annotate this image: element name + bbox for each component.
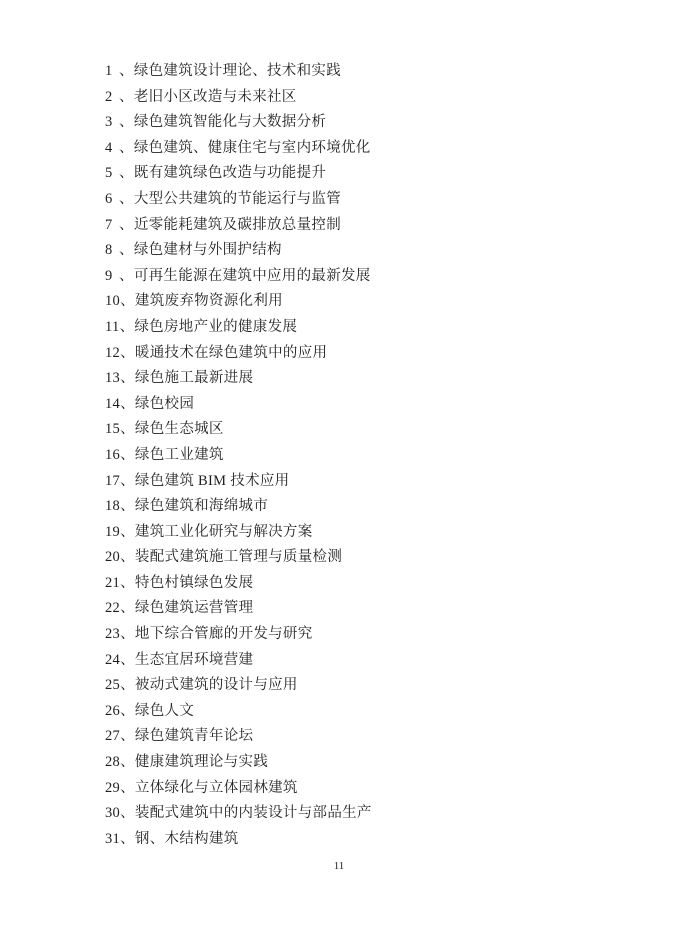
item-separator: 、 bbox=[120, 344, 135, 361]
item-separator: 、 bbox=[120, 600, 135, 617]
list-item bbox=[105, 801, 372, 827]
item-separator: 、 bbox=[119, 114, 134, 131]
item-number: 15 bbox=[105, 421, 121, 438]
list-item bbox=[105, 238, 372, 264]
item-text: 装配式建筑施工管理与质量检测 bbox=[134, 549, 343, 566]
list-item bbox=[105, 776, 372, 802]
item-number: 13 bbox=[105, 370, 121, 387]
item-text: 既有建筑绿色改造与功能提升 bbox=[133, 165, 327, 182]
item-text: 绿色建筑 BIM 技术应用 bbox=[134, 472, 290, 489]
item-text: 绿色工业建筑 bbox=[134, 446, 224, 463]
item-text: 立体绿化与立体园林建筑 bbox=[134, 779, 298, 796]
item-number: 16 bbox=[105, 446, 121, 463]
list-item bbox=[105, 724, 372, 750]
item-separator: 、 bbox=[120, 830, 135, 847]
list-item bbox=[105, 187, 372, 213]
list-item bbox=[105, 392, 372, 418]
item-number: 23 bbox=[105, 626, 121, 643]
item-separator: 、 bbox=[120, 805, 135, 822]
item-number: 25 bbox=[105, 677, 121, 694]
item-text: 暖通技术在绿色建筑中的应用 bbox=[134, 344, 328, 361]
item-number: 11 bbox=[105, 318, 120, 335]
item-number: 2 bbox=[105, 88, 113, 105]
list-item bbox=[105, 110, 372, 136]
item-number: 14 bbox=[105, 395, 121, 412]
item-separator: 、 bbox=[119, 165, 134, 182]
item-separator: 、 bbox=[120, 702, 135, 719]
list-item bbox=[105, 136, 372, 162]
list-item bbox=[105, 571, 372, 597]
item-separator: 、 bbox=[120, 779, 135, 796]
item-separator: 、 bbox=[120, 498, 135, 515]
item-text: 绿色建筑和海绵城市 bbox=[134, 498, 269, 515]
item-number: 29 bbox=[105, 779, 121, 796]
item-text: 绿色房地产业的健康发展 bbox=[134, 318, 298, 335]
item-text: 建筑工业化研究与解决方案 bbox=[134, 523, 313, 540]
item-number: 3 bbox=[105, 114, 113, 131]
item-separator: 、 bbox=[120, 677, 135, 694]
list-item bbox=[105, 264, 372, 290]
list-item bbox=[105, 417, 372, 443]
list-item bbox=[105, 341, 372, 367]
item-number: 31 bbox=[105, 830, 121, 847]
item-number: 10 bbox=[105, 293, 121, 310]
list-item bbox=[105, 648, 372, 674]
item-separator: 、 bbox=[120, 395, 135, 412]
list-item bbox=[105, 520, 372, 546]
item-text: 绿色建筑智能化与大数据分析 bbox=[133, 114, 327, 131]
list-item bbox=[105, 443, 372, 469]
item-separator: 、 bbox=[120, 754, 135, 771]
item-separator: 、 bbox=[120, 370, 135, 387]
item-number: 5 bbox=[105, 165, 113, 182]
list-item bbox=[105, 494, 372, 520]
item-text: 生态宜居环境营建 bbox=[134, 651, 254, 668]
list-item bbox=[105, 673, 372, 699]
item-number: 28 bbox=[105, 754, 121, 771]
list-item bbox=[105, 622, 372, 648]
list-item bbox=[105, 545, 372, 571]
item-number: 9 bbox=[105, 267, 113, 284]
item-text: 绿色建材与外围护结构 bbox=[133, 242, 282, 259]
item-number: 21 bbox=[105, 574, 121, 591]
list-item bbox=[105, 827, 372, 853]
list-item bbox=[105, 596, 372, 622]
item-text: 绿色建筑设计理论、技术和实践 bbox=[133, 63, 342, 79]
list-item bbox=[105, 161, 372, 187]
item-text: 建筑废弃物资源化利用 bbox=[134, 293, 283, 310]
list-item bbox=[105, 750, 372, 776]
list-item bbox=[105, 469, 372, 495]
list-item bbox=[105, 85, 372, 111]
list-item bbox=[105, 213, 372, 239]
item-separator: 、 bbox=[120, 293, 135, 310]
item-text: 大型公共建筑的节能运行与监管 bbox=[133, 190, 342, 207]
item-text: 地下综合管廊的开发与研究 bbox=[134, 626, 313, 643]
item-text: 绿色施工最新进展 bbox=[134, 370, 254, 387]
item-text: 老旧小区改造与未来社区 bbox=[133, 88, 297, 105]
item-separator: 、 bbox=[119, 216, 134, 233]
item-text: 可再生能源在建筑中应用的最新发展 bbox=[133, 267, 371, 284]
item-separator: 、 bbox=[120, 421, 135, 438]
item-number: 8 bbox=[105, 242, 113, 259]
item-separator: 、 bbox=[119, 63, 134, 79]
list-item bbox=[105, 59, 372, 85]
item-text: 绿色生态城区 bbox=[134, 421, 224, 438]
item-number: 24 bbox=[105, 651, 121, 668]
item-separator: 、 bbox=[120, 651, 135, 668]
item-number: 19 bbox=[105, 523, 121, 540]
item-number: 27 bbox=[105, 728, 121, 745]
item-number: 12 bbox=[105, 344, 121, 361]
item-number: 18 bbox=[105, 498, 121, 515]
item-number: 4 bbox=[105, 139, 113, 156]
item-text: 绿色人文 bbox=[134, 702, 195, 719]
list-item bbox=[105, 315, 372, 341]
item-text: 绿色建筑、健康住宅与室内环境优化 bbox=[133, 139, 371, 156]
item-separator: 、 bbox=[119, 318, 135, 335]
item-number: 22 bbox=[105, 600, 121, 617]
item-number: 7 bbox=[105, 216, 113, 233]
item-number: 26 bbox=[105, 702, 121, 719]
item-text: 绿色建筑青年论坛 bbox=[134, 728, 254, 745]
item-number: 17 bbox=[105, 472, 121, 489]
item-text: 绿色校园 bbox=[134, 395, 195, 412]
item-text: 绿色建筑运营管理 bbox=[134, 600, 254, 617]
item-separator: 、 bbox=[119, 88, 134, 105]
item-number: 20 bbox=[105, 549, 121, 566]
list-item bbox=[105, 366, 372, 392]
item-text: 近零能耗建筑及碳排放总量控制 bbox=[133, 216, 342, 233]
item-separator: 、 bbox=[120, 523, 135, 540]
topic-list bbox=[105, 59, 372, 852]
item-separator: 、 bbox=[120, 549, 135, 566]
item-separator: 、 bbox=[120, 626, 135, 643]
item-text: 健康建筑理论与实践 bbox=[134, 754, 269, 771]
item-separator: 、 bbox=[120, 446, 135, 463]
item-text: 钢、木结构建筑 bbox=[134, 830, 239, 847]
list-item bbox=[105, 699, 372, 725]
item-number: 6 bbox=[105, 190, 113, 207]
item-separator: 、 bbox=[119, 190, 134, 207]
page-number: 11 bbox=[333, 860, 345, 872]
item-separator: 、 bbox=[119, 242, 134, 259]
item-separator: 、 bbox=[119, 139, 134, 156]
item-number: 30 bbox=[105, 805, 121, 822]
item-separator: 、 bbox=[119, 267, 134, 284]
item-separator: 、 bbox=[120, 472, 135, 489]
list-item bbox=[105, 289, 372, 315]
item-separator: 、 bbox=[120, 574, 135, 591]
item-text: 被动式建筑的设计与应用 bbox=[134, 677, 298, 694]
item-text: 特色村镇绿色发展 bbox=[134, 574, 254, 591]
item-text: 装配式建筑中的内装设计与部品生产 bbox=[134, 805, 372, 822]
item-number: 1 bbox=[105, 63, 113, 79]
item-separator: 、 bbox=[120, 728, 135, 745]
